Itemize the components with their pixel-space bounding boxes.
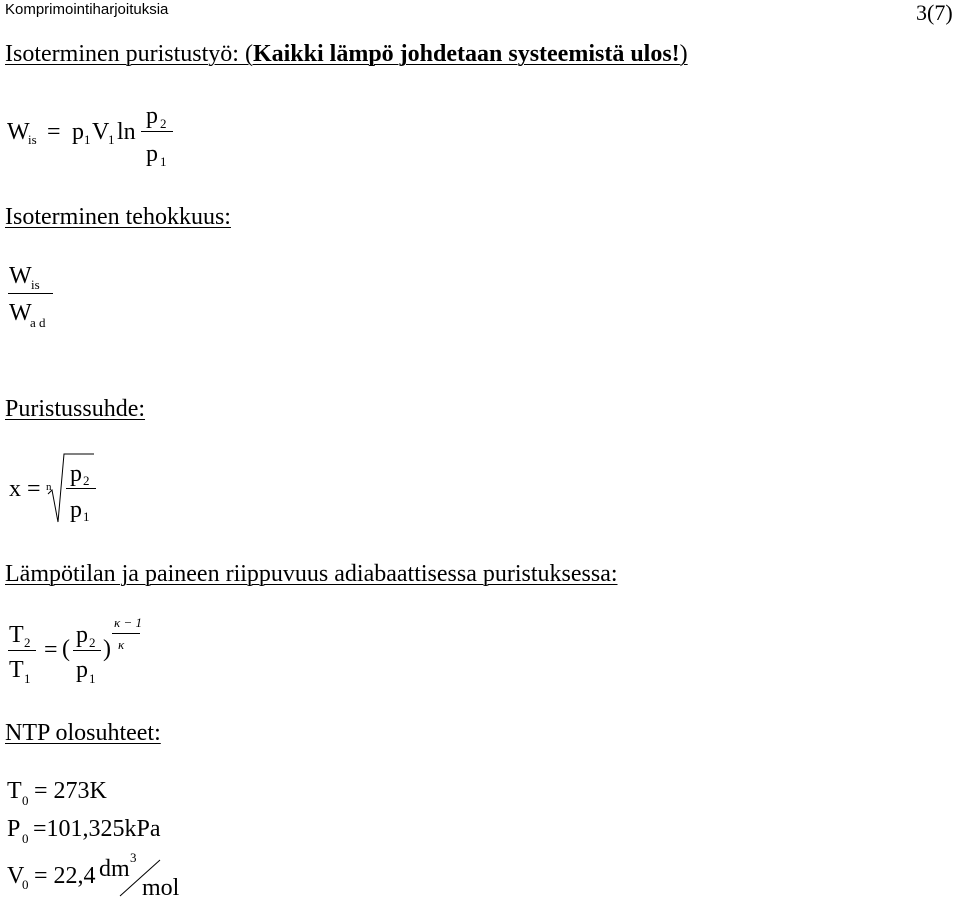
fraction-bar	[73, 650, 101, 651]
fraction-bar	[66, 488, 96, 489]
isothermal-efficiency-heading: Isoterminen tehokkuus:	[5, 204, 231, 230]
document-title: Komprimointiharjoituksia	[5, 1, 169, 18]
fraction-bar	[8, 650, 36, 651]
isothermal-work-heading-bold: Kaikki lämpö johdetaan systeemistä ulos!	[252, 41, 680, 67]
fraction-bar	[141, 131, 173, 132]
fraction-bar	[8, 293, 53, 294]
temperature-dependence-heading: Lämpötilan ja paineen riippuvuus adiabaattisessa puristuksessa:	[5, 561, 618, 587]
ntp-heading: NTP olosuhteet:	[5, 720, 161, 746]
pressure-ratio-heading: Puristussuhde:	[5, 396, 146, 422]
exponent-fraction-bar	[112, 633, 140, 634]
exponent-numerator: κ − 1	[114, 615, 143, 630]
isothermal-work-heading: Isoterminen puristustyö: (Kaikki lämpö johdetaan systeemistä ulos!)	[5, 41, 688, 67]
exponent-denominator: κ	[118, 637, 125, 652]
page-number: 3(7)	[916, 0, 953, 25]
